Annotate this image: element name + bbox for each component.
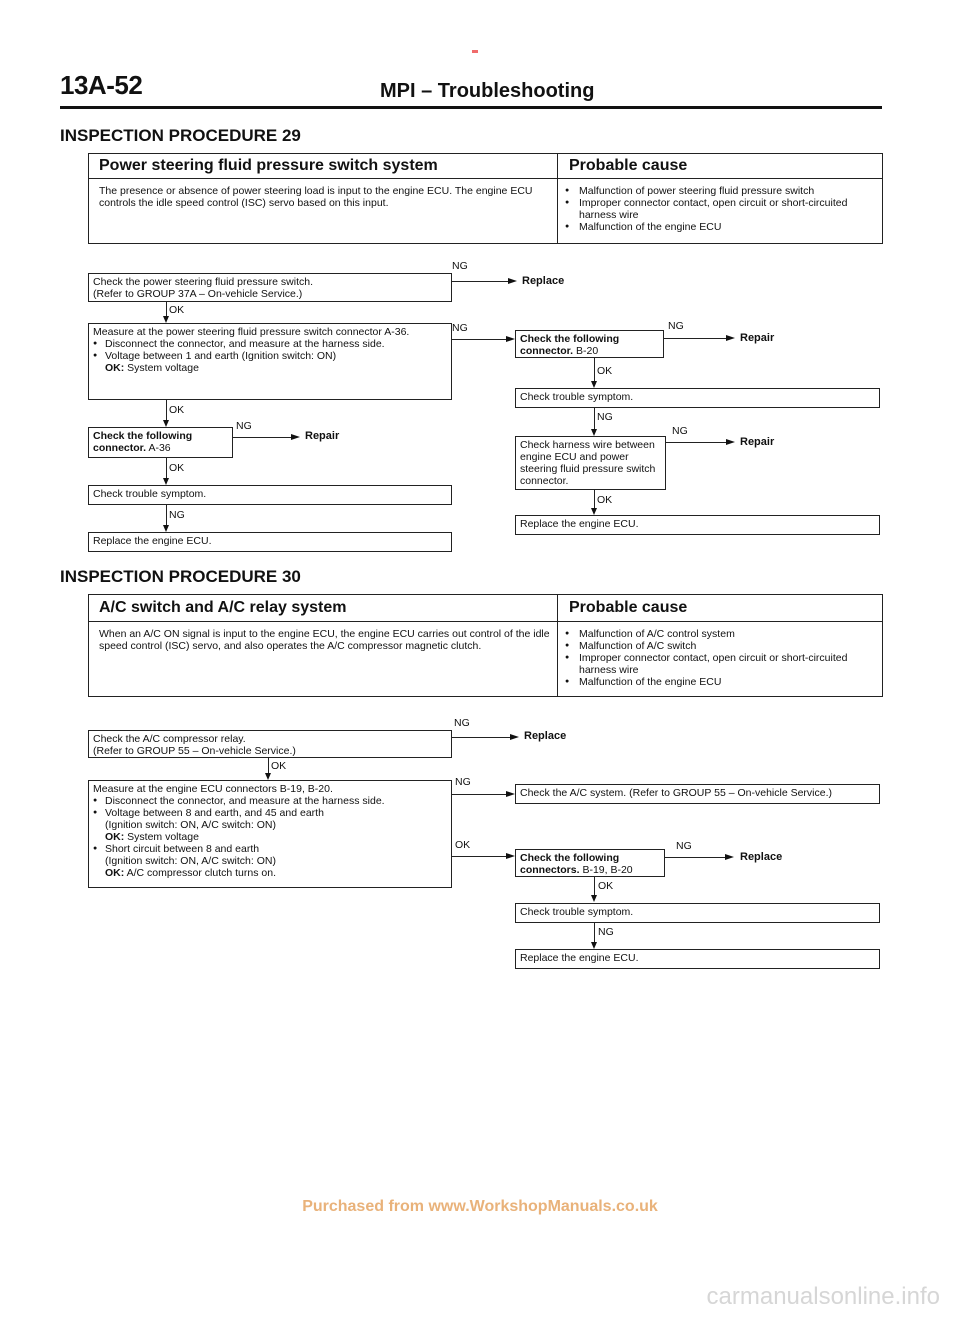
cause-item: ● Malfunction of A/C control system (565, 628, 875, 640)
action-repair: Repair (740, 436, 775, 448)
purchase-notice: Purchased from www.WorkshopManuals.co.uk (302, 1198, 658, 1215)
proc30-cause-title: Probable cause (569, 599, 688, 616)
arrow-right-icon (508, 278, 517, 284)
ng-label: NG (597, 411, 613, 423)
proc29-causes (565, 185, 875, 233)
header-rule (60, 106, 882, 109)
proc29-title: Power steering fluid pressure switch system (99, 157, 438, 174)
proc29-cause-table (88, 153, 883, 244)
proc30-cause-table (88, 594, 883, 697)
table-divider (557, 595, 558, 696)
ng-label: NG (598, 926, 614, 938)
flow-line (166, 458, 167, 478)
ok-criteria (105, 831, 447, 843)
ng-label: NG (676, 840, 692, 852)
header-mark (472, 50, 478, 53)
arrow-down-icon (163, 420, 169, 427)
step-text: (Refer to GROUP 55 – On-vehicle Service.) (93, 745, 296, 757)
ng-label: NG (452, 322, 468, 334)
proc29-cause-title: Probable cause (569, 157, 688, 174)
flow-line (594, 490, 595, 508)
step-condition: (Ignition switch: ON, A/C switch: ON) (105, 819, 276, 831)
flow-line (594, 358, 595, 381)
step-text-bold: Check the following connectors. (520, 852, 620, 876)
flow-line (166, 400, 167, 420)
ok-criteria-label: OK: (105, 831, 125, 843)
flow-line (666, 442, 726, 443)
ok-criteria-text: System voltage (127, 831, 199, 843)
cause-item: ● Malfunction of A/C switch (565, 640, 875, 652)
check-harness-box: Check harness wire between engine ECU and power steering fluid pressure switch connector. (515, 436, 666, 490)
arrow-down-icon (163, 316, 169, 323)
ok-label: OK (169, 304, 185, 316)
arrow-down-icon (591, 508, 597, 515)
step-item (93, 843, 447, 879)
ok-criteria (93, 362, 447, 374)
ok-criteria (105, 867, 447, 879)
connector-ref: A-36 (148, 442, 171, 454)
arrow-right-icon (726, 439, 735, 445)
cause-item: ● Improper connector contact, open circuit or short-circuited harness wire (565, 652, 875, 676)
cause-item: ● Malfunction of the engine ECU (565, 221, 875, 233)
step-text: (Refer to GROUP 37A – On-vehicle Service.) (93, 288, 303, 300)
r-replace-ecu-box: Replace the engine ECU. (515, 515, 880, 535)
ok-label: OK (271, 760, 287, 772)
p30-replace-ecu-box: Replace the engine ECU. (515, 949, 880, 969)
flow-line (665, 857, 725, 858)
ng-label: NG (672, 425, 688, 437)
proc29-heading: INSPECTION PROCEDURE 29 (60, 126, 301, 145)
table-divider (89, 621, 882, 622)
arrow-right-icon (291, 434, 300, 440)
arrow-right-icon (506, 853, 515, 859)
step-text-bold: Check the following connector. (93, 430, 193, 454)
check-ps-switch-box (88, 273, 452, 302)
check-connectors-b19-b20-box (515, 849, 665, 877)
check-symptom-box: Check trouble symptom. (88, 485, 452, 505)
flow-line (664, 338, 726, 339)
flow-line (452, 856, 506, 857)
proc30-title: A/C switch and A/C relay system (99, 599, 347, 616)
ok-criteria-text: A/C compressor clutch turns on. (126, 867, 276, 879)
flow-line (233, 437, 291, 438)
check-connector-b20-box (515, 330, 664, 358)
step-text: Measure at the power steering fluid pressure switch connector A-36. (93, 326, 410, 338)
measure-ecu-box (88, 780, 452, 888)
table-divider (557, 154, 558, 243)
check-ac-relay-box (88, 730, 452, 758)
connector-ref: B-19, B-20 (582, 864, 633, 876)
action-repair: Repair (305, 430, 340, 442)
flow-line (452, 794, 506, 795)
page-number: 13A-52 (60, 70, 143, 100)
step-item: ● Voltage between 1 and earth (Ignition switch: ON) (93, 350, 447, 362)
table-divider (89, 178, 882, 179)
action-replace: Replace (524, 730, 567, 742)
step-item: ● Disconnect the connector, and measure at the harness side. (93, 795, 447, 807)
flow-line (452, 339, 506, 340)
action-repair: Repair (740, 332, 775, 344)
step-item-text: ● Short circuit between 8 and earth (105, 843, 260, 855)
proc30-heading: INSPECTION PROCEDURE 30 (60, 567, 301, 586)
flow-line (166, 505, 167, 525)
flow-line (594, 408, 595, 429)
step-item (93, 807, 447, 843)
arrow-down-icon (591, 429, 597, 436)
step-item: ● Disconnect the connector, and measure at the harness side. (93, 338, 447, 350)
replace-ecu-box: Replace the engine ECU. (88, 532, 452, 552)
arrow-right-icon (510, 734, 519, 740)
ng-label: NG (455, 776, 471, 788)
ok-label: OK (597, 365, 613, 377)
arrow-down-icon (591, 942, 597, 949)
cause-item: ● Improper connector contact, open circuit or short-circuited harness wire (565, 197, 875, 221)
proc30-description: When an A/C ON signal is input to the engine ECU, the engine ECU carries out control of the idle speed control (ISC) servo, and also operates the A/C compressor magnetic clutch. (99, 628, 550, 652)
ok-criteria-label: OK: (105, 362, 125, 374)
arrow-down-icon (591, 895, 597, 902)
arrow-right-icon (726, 335, 735, 341)
connector-ref: B-20 (576, 345, 599, 357)
ok-label: OK (455, 839, 471, 851)
step-text: Check the power steering fluid pressure switch. (93, 276, 314, 288)
section-title: MPI – Troubleshooting (380, 80, 595, 102)
action-replace: Replace (522, 275, 565, 287)
measure-switch-box (88, 323, 452, 400)
step-text: Measure at the engine ECU connectors B-19, B-20. (93, 783, 333, 795)
flow-line (594, 923, 595, 943)
flow-line (452, 281, 508, 282)
site-watermark: carmanualsonline.info (706, 1283, 940, 1310)
arrow-right-icon (725, 854, 734, 860)
proc29-description: The presence or absence of power steering load is input to the engine ECU. The engine ECU controls the idle speed control (ISC) servo based on this input. (99, 185, 533, 209)
arrow-down-icon (163, 478, 169, 485)
ng-label: NG (236, 420, 252, 432)
flow-line (452, 737, 510, 738)
r-check-symptom-box: Check trouble symptom. (515, 388, 880, 408)
ok-label: OK (169, 404, 185, 416)
action-replace: Replace (740, 851, 783, 863)
arrow-right-icon (506, 791, 515, 797)
cause-item: ● Malfunction of power steering fluid pressure switch (565, 185, 875, 197)
ok-criteria-text: System voltage (127, 362, 199, 374)
step-text-bold: Check the following connector. (520, 333, 620, 357)
ok-label: OK (597, 494, 613, 506)
check-ac-system-box: Check the A/C system. (Refer to GROUP 55 – On-vehicle Service.) (515, 784, 880, 804)
flow-line (166, 302, 167, 316)
arrow-right-icon (506, 336, 515, 342)
ng-label: NG (668, 320, 684, 332)
ng-label: NG (454, 717, 470, 729)
step-text: Check the A/C compressor relay. (93, 733, 246, 745)
arrow-down-icon (591, 381, 597, 388)
ok-label: OK (169, 462, 185, 474)
ok-label: OK (598, 880, 614, 892)
p30-check-symptom-box: Check trouble symptom. (515, 903, 880, 923)
flow-line (268, 758, 269, 773)
arrow-down-icon (163, 525, 169, 532)
arrow-down-icon (265, 773, 271, 780)
ok-criteria-label: OK: (105, 867, 125, 879)
flow-line (594, 877, 595, 895)
proc30-causes (565, 628, 875, 688)
step-item-text: ● Voltage between 8 and earth, and 45 and earth (105, 807, 324, 819)
check-connector-a36-box (88, 427, 233, 458)
ng-label: NG (169, 509, 185, 521)
step-condition: (Ignition switch: ON, A/C switch: ON) (105, 855, 276, 867)
ng-label: NG (452, 260, 468, 272)
cause-item: ● Malfunction of the engine ECU (565, 676, 875, 688)
